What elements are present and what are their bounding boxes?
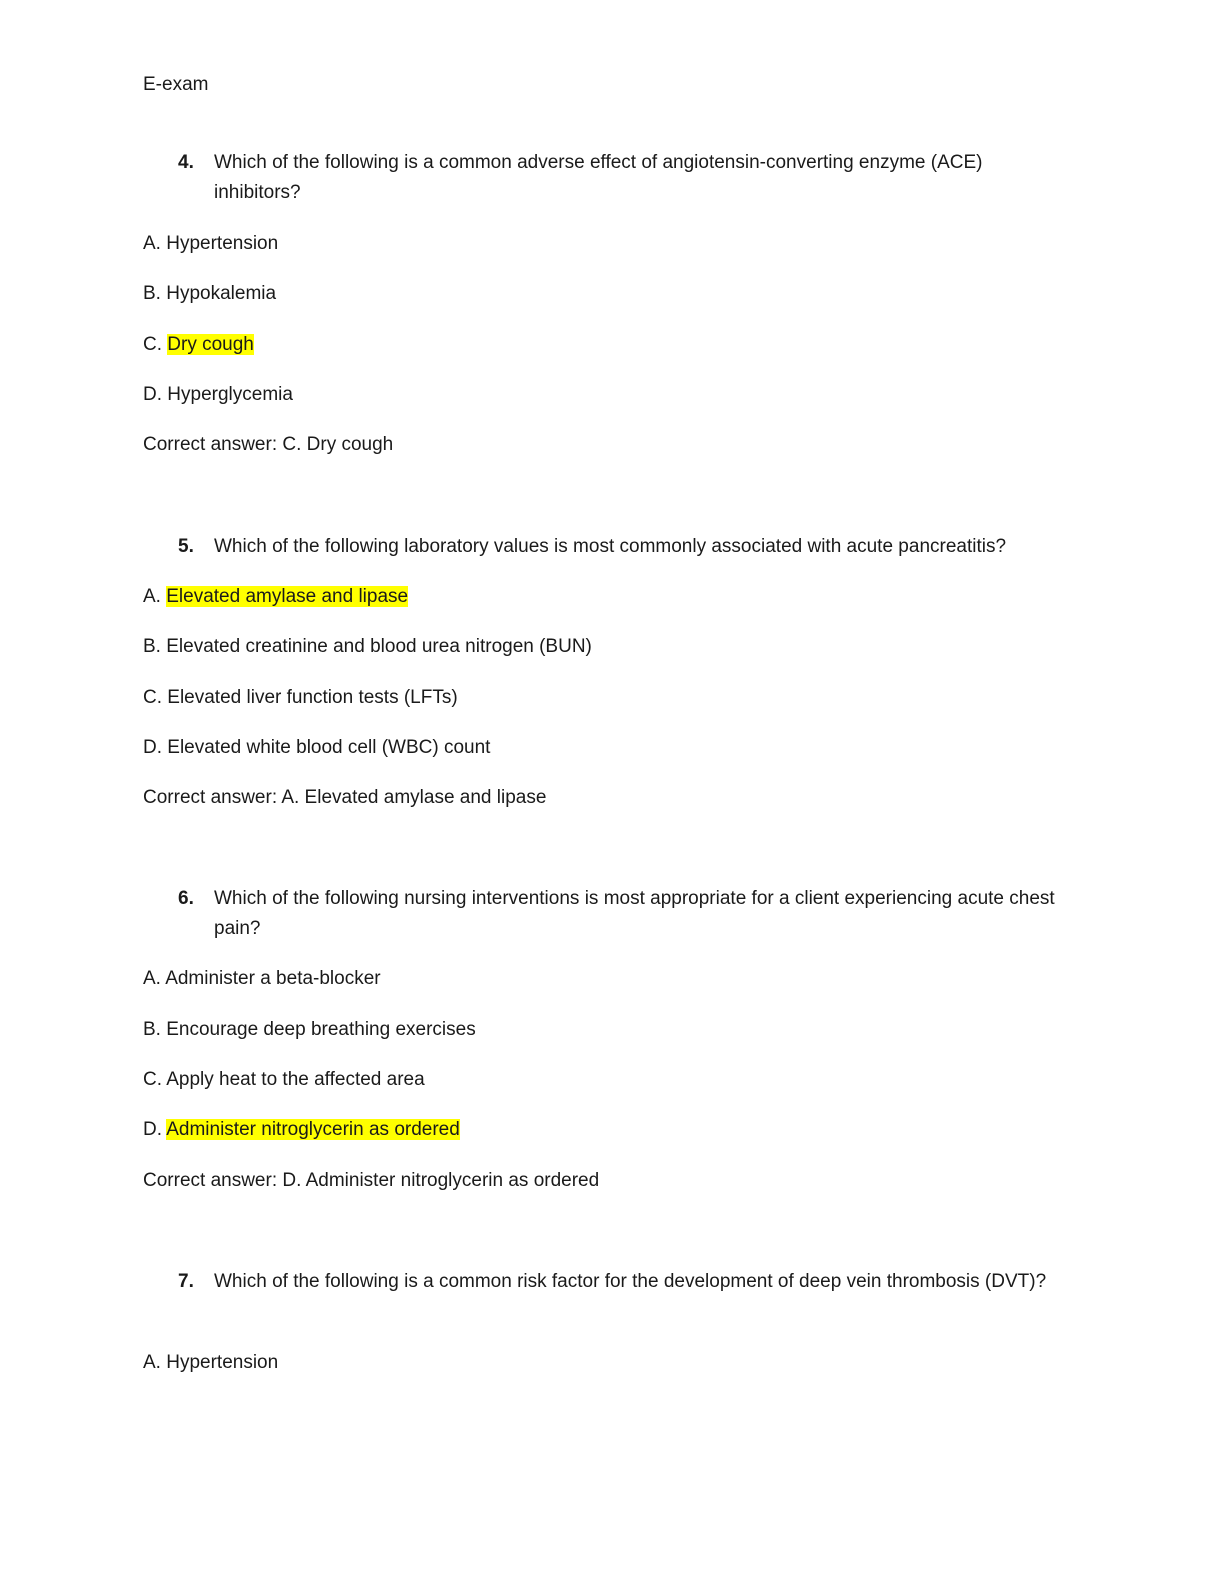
option-letter: A. <box>143 968 161 989</box>
highlighted-correct-option: Elevated amylase and lipase <box>166 586 409 607</box>
question-text: Which of the following laboratory values is most commonly associated with acute pancreatitis? <box>214 536 1007 557</box>
option-letter: D. <box>143 384 162 405</box>
question-4 <box>178 148 1058 208</box>
option-c <box>143 332 254 358</box>
option-letter: B. <box>143 283 161 304</box>
question-number: 4. <box>178 152 194 173</box>
option-text: Hyperglycemia <box>167 384 293 405</box>
option-a <box>143 1350 278 1376</box>
option-text: Hypertension <box>166 233 279 254</box>
question-number: 5. <box>178 536 194 557</box>
option-letter: D. <box>143 737 162 758</box>
option-d <box>143 735 490 761</box>
option-letter: A. <box>143 233 161 254</box>
option-letter: D. <box>143 1119 162 1140</box>
option-c <box>143 1067 425 1093</box>
option-letter: C. <box>143 334 162 355</box>
option-letter: A. <box>143 586 161 607</box>
question-6 <box>178 884 1058 944</box>
correct-answer: Correct answer: D. Administer nitroglycerin as ordered <box>143 1170 600 1191</box>
option-letter: C. <box>143 1069 162 1090</box>
option-letter: A. <box>143 1352 161 1373</box>
option-a <box>143 584 408 610</box>
question-text: Which of the following is a common adverse effect of angiotensin-converting enzyme (ACE) inhibitors? <box>214 152 983 203</box>
page-header: E-exam <box>143 74 209 95</box>
option-d <box>143 1117 460 1143</box>
question-text: Which of the following nursing interventions is most appropriate for a client experiencing acute chest pain? <box>214 888 1055 939</box>
option-a <box>143 231 278 257</box>
option-letter: C. <box>143 687 162 708</box>
correct-answer: Correct answer: C. Dry cough <box>143 434 394 455</box>
question-number: 7. <box>178 1271 194 1292</box>
question-7 <box>178 1267 1058 1297</box>
option-text: Encourage deep breathing exercises <box>166 1019 476 1040</box>
option-text: Elevated liver function tests (LFTs) <box>167 687 458 708</box>
option-a <box>143 966 381 992</box>
highlighted-correct-option: Administer nitroglycerin as ordered <box>166 1119 460 1140</box>
highlighted-correct-option: Dry cough <box>167 334 254 355</box>
option-text: Elevated white blood cell (WBC) count <box>167 737 491 758</box>
option-letter: B. <box>143 1019 161 1040</box>
correct-answer: Correct answer: A. Elevated amylase and lipase <box>143 787 547 808</box>
question-5 <box>178 532 1058 562</box>
option-text: Apply heat to the affected area <box>166 1069 425 1090</box>
question-text: Which of the following is a common risk factor for the development of deep vein thrombosis (DVT)? <box>214 1271 1047 1292</box>
option-b <box>143 1017 476 1043</box>
option-text: Hypertension <box>166 1352 279 1373</box>
option-text: Hypokalemia <box>166 283 277 304</box>
option-letter: B. <box>143 636 161 657</box>
option-text: Administer a beta-blocker <box>165 968 381 989</box>
question-number: 6. <box>178 888 194 909</box>
option-c <box>143 685 458 711</box>
option-text: Elevated creatinine and blood urea nitrogen (BUN) <box>166 636 592 657</box>
option-b <box>143 281 276 307</box>
option-b <box>143 634 592 660</box>
option-d <box>143 382 293 408</box>
